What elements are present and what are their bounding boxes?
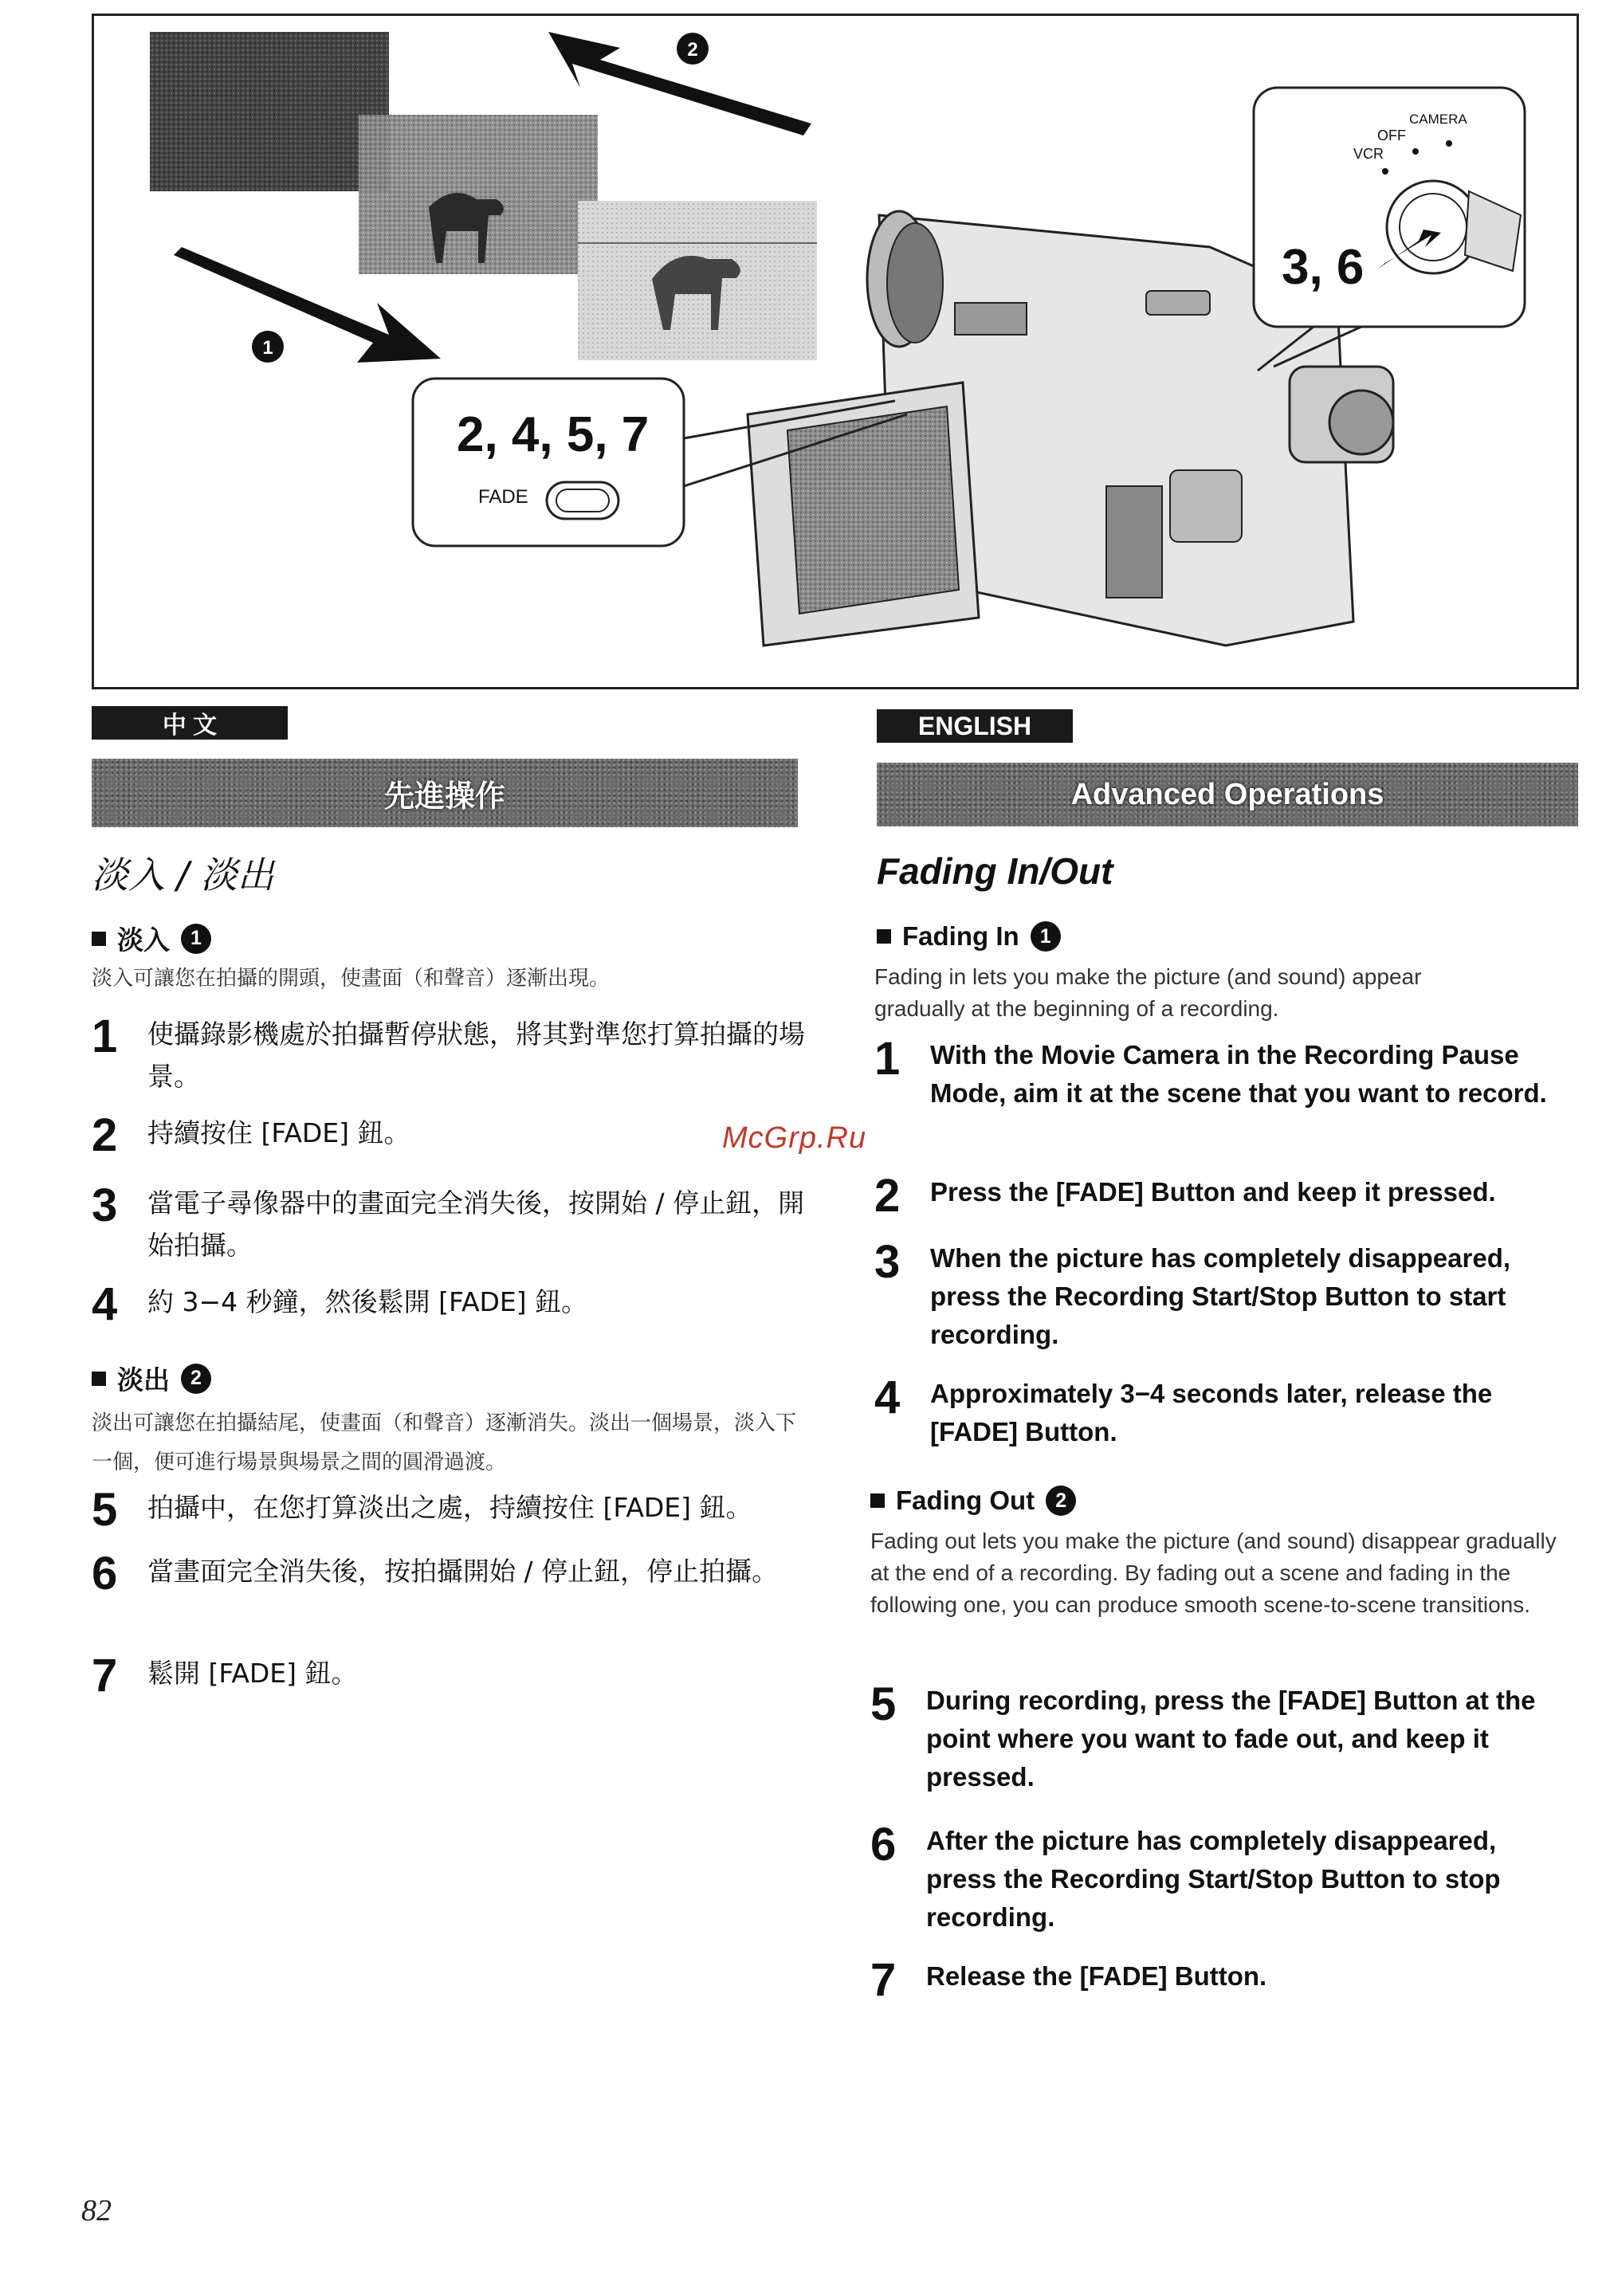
dial-camera-label: CAMERA	[1409, 112, 1467, 127]
svg-text:1: 1	[262, 337, 273, 359]
english-steps-in	[874, 1033, 1576, 1470]
bullet-square-icon	[92, 932, 106, 946]
list-item: 4 Approximately 3−4 seconds later, release the [FADE] Button.	[874, 1372, 1493, 1446]
marker-1-icon: 1	[181, 924, 211, 954]
list-item: 6 當畫面完全消失後，按拍攝開始 / 停止鈕，停止拍攝。	[92, 1548, 779, 1599]
english-fade-in-heading: Fading In 1	[877, 921, 1061, 952]
page-number: 82	[81, 2194, 112, 2227]
english-lang-label: ENGLISH	[877, 709, 1073, 743]
bullet-square-icon	[92, 1372, 106, 1386]
dial-vcr-label: VCR	[1353, 146, 1384, 162]
list-item: 7 鬆開 [FADE] 鈕。	[92, 1650, 358, 1701]
list-item: 4 約 3−4 秒鐘，然後鬆開 [FADE] 鈕。	[92, 1278, 588, 1330]
chinese-steps-out	[92, 1484, 805, 1717]
list-item: 3 When the picture has completely disappeared, press the Recording Start/Stop Button to start recording.	[874, 1236, 1511, 1349]
english-fade-in-desc: Fading in lets you make the picture (and sound) appear gradually at the beginning of a recording.	[874, 964, 1422, 1021]
chinese-fade-out-desc: 淡出可讓您在拍攝結尾，使畫面（和聲音）逐漸消失。淡出一個場景，淡入下一個，便可進行場景與場景之間的圓滑過渡。	[92, 1411, 797, 1475]
chinese-steps-in	[92, 1011, 805, 1352]
fade-button-label: FADE	[478, 486, 528, 508]
camera-illustration	[94, 16, 1577, 687]
fade-frame-dark	[150, 32, 389, 191]
list-item: 3 當電子尋像器中的畫面完全消失後，按開始 / 停止鈕，開始拍攝。	[92, 1179, 805, 1261]
list-item: 6 After the picture has completely disappeared, press the Recording Start/Stop Button to stop recording.	[870, 1819, 1501, 1932]
list-item: 5 During recording, press the [FADE] Button at the point where you want to fade out, and keep it pressed.	[870, 1678, 1536, 1792]
chinese-fade-in-heading: 淡入 1	[92, 920, 211, 957]
english-fade-out-heading: Fading Out 2	[870, 1486, 1076, 1516]
list-item: 5 拍攝中，在您打算淡出之處，持續按住 [FADE] 鈕。	[92, 1484, 752, 1536]
chinese-fade-out-heading: 淡出 2	[92, 1360, 211, 1397]
english-fade-out-desc: Fading out lets you make the picture (and sound) disappear gradually at the end of a recording. By fading out a scene and fading in the following one, you can produce smooth scene-to-scene transitions.	[870, 1529, 1557, 1617]
chinese-lang-label: 中 文	[92, 706, 288, 740]
list-item: 1 使攝錄影機處於拍攝暫停狀態，將其對準您打算拍攝的場景。	[92, 1011, 805, 1092]
list-item: 1 With the Movie Camera in the Recording Pause Mode, aim it at the scene that you want to record.	[874, 1033, 1547, 1108]
list-item: 2 持續按住 [FADE] 鈕。	[92, 1109, 410, 1161]
list-item: 7 Release the [FADE] Button.	[870, 1954, 1267, 2006]
svg-text:2: 2	[687, 39, 698, 61]
english-section-title: Advanced Operations	[877, 763, 1578, 826]
chinese-section-title: 先進操作	[92, 759, 798, 827]
marker-1-icon: 1	[1031, 921, 1061, 952]
english-title: Fading In/Out	[877, 850, 1113, 892]
bullet-square-icon	[877, 929, 891, 944]
chinese-title: 淡入 / 淡出	[92, 854, 274, 897]
list-item: 2 Press the [FADE] Button and keep it pressed.	[874, 1170, 1496, 1222]
chinese-fade-in-desc: 淡入可讓您在拍攝的開頭，使畫面（和聲音）逐漸出現。	[92, 967, 611, 991]
fade-callout-steps: 2, 4, 5, 7	[457, 407, 650, 462]
english-steps-out	[870, 1678, 1572, 2021]
marker-2-icon: 2	[181, 1364, 211, 1394]
dial-off-label: OFF	[1377, 128, 1406, 143]
bullet-square-icon	[870, 1493, 885, 1508]
watermark: McGrp.Ru	[722, 1121, 867, 1155]
illustration	[92, 14, 1579, 689]
marker-2-icon: 2	[1046, 1486, 1076, 1516]
dial-callout-steps: 3, 6	[1282, 240, 1365, 295]
